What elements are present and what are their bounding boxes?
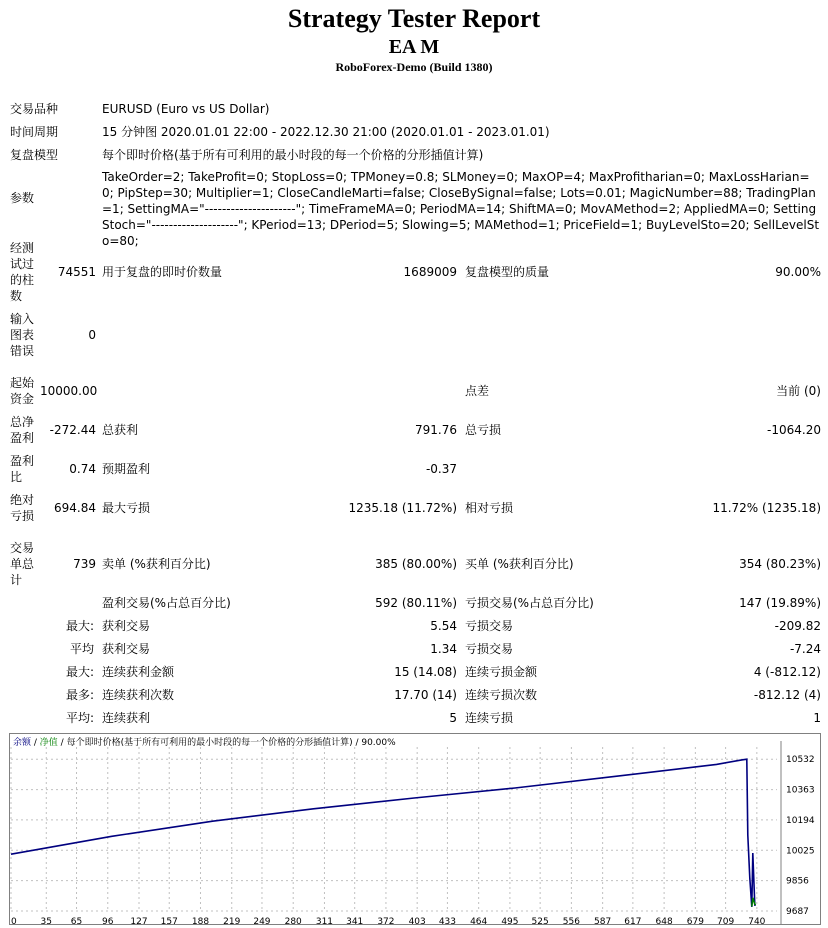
- average-prefix: 平均: [69, 642, 94, 656]
- x-tick-label: 495: [501, 917, 519, 925]
- spread-label: 点差: [465, 384, 490, 398]
- avg-loss-value: -7.24: [789, 642, 821, 656]
- ea-name: EA M: [388, 36, 440, 58]
- long-trades-value: 354 (80.23%): [739, 557, 821, 571]
- x-tick-label: 0: [11, 917, 17, 925]
- x-tick-label: 65: [70, 917, 83, 925]
- x-tick-label: 35: [40, 917, 53, 925]
- legend-equity: 净值: [39, 738, 58, 748]
- most-cons-win-value: 17.70 (14): [394, 688, 457, 702]
- most-prefix: 最多:: [65, 688, 94, 702]
- x-tick-label: 311: [315, 917, 334, 925]
- largest-profit-label: 获利交易: [102, 619, 151, 633]
- period-label: 时间周期: [10, 125, 59, 139]
- gross-loss-label: 总亏损: [465, 423, 502, 437]
- x-tick-label: 556: [562, 917, 580, 925]
- x-tick-label: 709: [717, 917, 735, 925]
- deposit-value: 10000.00: [40, 384, 98, 398]
- x-tick-label: 249: [253, 917, 271, 925]
- symbol-value: EURUSD (Euro vs US Dollar): [102, 102, 270, 116]
- model-value: 每个即时价格(基于所有可利用的最小时段的每一个价格的分形插值计算): [102, 148, 484, 162]
- avg-cons-win-label: 连续获利: [102, 711, 151, 725]
- x-tick-label: 587: [594, 917, 612, 925]
- build-info: RoboForex-Demo (Build 1380): [335, 60, 493, 74]
- y-tick-label: 10363: [786, 785, 815, 796]
- x-tick-label: 525: [531, 917, 549, 925]
- balance-chart: [9, 733, 821, 925]
- largest-loss-value: -209.82: [774, 619, 821, 633]
- x-tick-label: 188: [191, 917, 210, 925]
- net-profit-value: -272.44: [49, 423, 96, 437]
- x-tick-label: 280: [284, 917, 302, 925]
- short-trades-value: 385 (80.00%): [375, 557, 457, 571]
- x-tick-label: 96: [102, 917, 114, 925]
- deposit-label: 起始资金: [10, 376, 35, 406]
- loss-trades-label: 亏损交易(%占总百分比): [465, 596, 594, 610]
- gross-loss-value: -1064.20: [767, 423, 821, 437]
- x-tick-label: 433: [438, 917, 457, 925]
- report-title: Strategy Tester Report: [287, 4, 541, 33]
- errors-value: 0: [88, 328, 96, 342]
- profit-factor-value: 0.74: [69, 462, 96, 476]
- legend-sep-1: /: [31, 738, 40, 748]
- x-tick-label: 372: [377, 917, 395, 925]
- average2-prefix: 平均:: [65, 711, 94, 725]
- x-tick-label: 403: [408, 917, 426, 925]
- legend-model: 每个即时价格(基于所有可利用的最小时段的每一个价格的分形插值计算) / 90.00%: [66, 738, 396, 748]
- short-trades-label: 卖单 (%获利百分比): [102, 557, 211, 571]
- y-tick-label: 10025: [786, 846, 815, 857]
- max-cons-win-label: 连续获利金额: [102, 665, 175, 679]
- largest-profit-value: 5.54: [430, 619, 457, 633]
- x-tick-label: 464: [470, 917, 488, 925]
- most-cons-win-label: 连续获利次数: [102, 688, 175, 702]
- svg-text:余额 / 净值 / 每个即时价格(基于所有可利用的最小时段的: [13, 736, 396, 748]
- avg-cons-loss-label: 连续亏损: [465, 711, 514, 725]
- y-tick-label: 9687: [786, 907, 809, 917]
- bars-label: 经测试过的柱数: [10, 241, 35, 303]
- avg-cons-win-value: 5: [449, 711, 457, 725]
- y-tick-label: 10532: [786, 755, 815, 766]
- model-label: 复盘模型: [10, 148, 59, 162]
- largest-loss-label: 亏损交易: [465, 619, 514, 633]
- ticks-label: 用于复盘的即时价数量: [102, 265, 223, 279]
- avg-cons-loss-value: 1: [813, 711, 821, 725]
- total-trades-label: 交易单总计: [10, 541, 35, 587]
- symbol-label: 交易品种: [10, 102, 59, 116]
- quality-value: 90.00%: [775, 265, 821, 279]
- params-value: TakeOrder=2; TakeProfit=0; StopLoss=0; TPMoney=0.8; SLMoney=0; MaxOP=4; MaxProfitharian=0; MaxLossHarian=0; PipStep=30; Multiplier=1; CloseCandleMarti=false; CloseBySignal=false; Lots=0.01; MagicNumber=88; TradingPlan=1; SettingMA="---------------------"; TimeFrameMA=0; PeriodMA=14; ShiftMA=0; MovAMethod=2; AppliedMA=0; SettingStoch="--------------------"; KPeriod=13; DPeriod=5; Slowing=5; MAMethod=1; PriceField=1; BuyLevelSto=20; SellLevelSto=80;: [102, 170, 820, 248]
- avg-profit-label: 获利交易: [102, 642, 151, 656]
- abs-drawdown-value: 694.84: [54, 501, 96, 515]
- expected-payoff-value: -0.37: [425, 462, 457, 476]
- loss-trades-value: 147 (19.89%): [739, 596, 821, 610]
- max-drawdown-label: 最大亏损: [102, 501, 151, 515]
- x-tick-label: 127: [130, 917, 148, 925]
- quality-label: 复盘模型的质量: [465, 265, 550, 279]
- most-cons-loss-value: -812.12 (4): [753, 688, 821, 702]
- chart-frame: [10, 734, 821, 925]
- legend-balance: 余额: [13, 738, 32, 748]
- rel-drawdown-label: 相对亏损: [465, 501, 514, 515]
- rel-drawdown-value: 11.72% (1235.18): [712, 501, 821, 515]
- x-tick-label: 157: [160, 917, 178, 925]
- errors-label: 输入图表错误: [10, 312, 35, 358]
- most-cons-loss-label: 连续亏损次数: [465, 688, 538, 702]
- abs-drawdown-label: 绝对亏损: [10, 493, 35, 523]
- max-drawdown-value: 1235.18 (11.72%): [348, 501, 457, 515]
- profit-factor-label: 盈利比: [10, 454, 35, 484]
- x-tick-label: 679: [686, 917, 704, 925]
- max-cons-win-value: 15 (14.08): [394, 665, 457, 679]
- x-tick-label: 341: [346, 917, 364, 925]
- maximum-prefix: 最大:: [65, 665, 94, 679]
- x-tick-label: 648: [655, 917, 673, 925]
- profit-trades-value: 592 (80.11%): [375, 596, 457, 610]
- x-tick-label: 740: [748, 917, 766, 925]
- bars-value: 74551: [57, 265, 96, 279]
- x-tick-label: 617: [624, 917, 642, 925]
- gross-profit-label: 总获利: [102, 423, 139, 437]
- legend-sep-2: /: [57, 738, 67, 748]
- profit-trades-label: 盈利交易(%占总百分比): [102, 596, 231, 610]
- y-tick-label: 9856: [786, 876, 809, 887]
- ticks-value: 1689009: [403, 265, 457, 279]
- params-label: 参数: [10, 191, 35, 205]
- largest-prefix: 最大:: [65, 619, 94, 633]
- max-cons-loss-value: 4 (-812.12): [753, 665, 821, 679]
- avg-profit-value: 1.34: [430, 642, 457, 656]
- y-tick-label: 10194: [786, 815, 815, 826]
- period-value: 15 分钟图 2020.01.01 22:00 - 2022.12.30 21:00 (2020.01.01 - 2023.01.01): [102, 125, 550, 139]
- avg-loss-label: 亏损交易: [465, 642, 514, 656]
- expected-payoff-label: 预期盈利: [102, 462, 151, 476]
- max-cons-loss-label: 连续亏损金额: [465, 665, 538, 679]
- total-trades-value: 739: [73, 557, 96, 571]
- net-profit-label: 总净盈利: [10, 415, 35, 445]
- long-trades-label: 买单 (%获利百分比): [465, 557, 574, 571]
- spread-value: 当前 (0): [776, 384, 821, 398]
- x-tick-label: 219: [223, 917, 241, 925]
- gross-profit-value: 791.76: [415, 423, 457, 437]
